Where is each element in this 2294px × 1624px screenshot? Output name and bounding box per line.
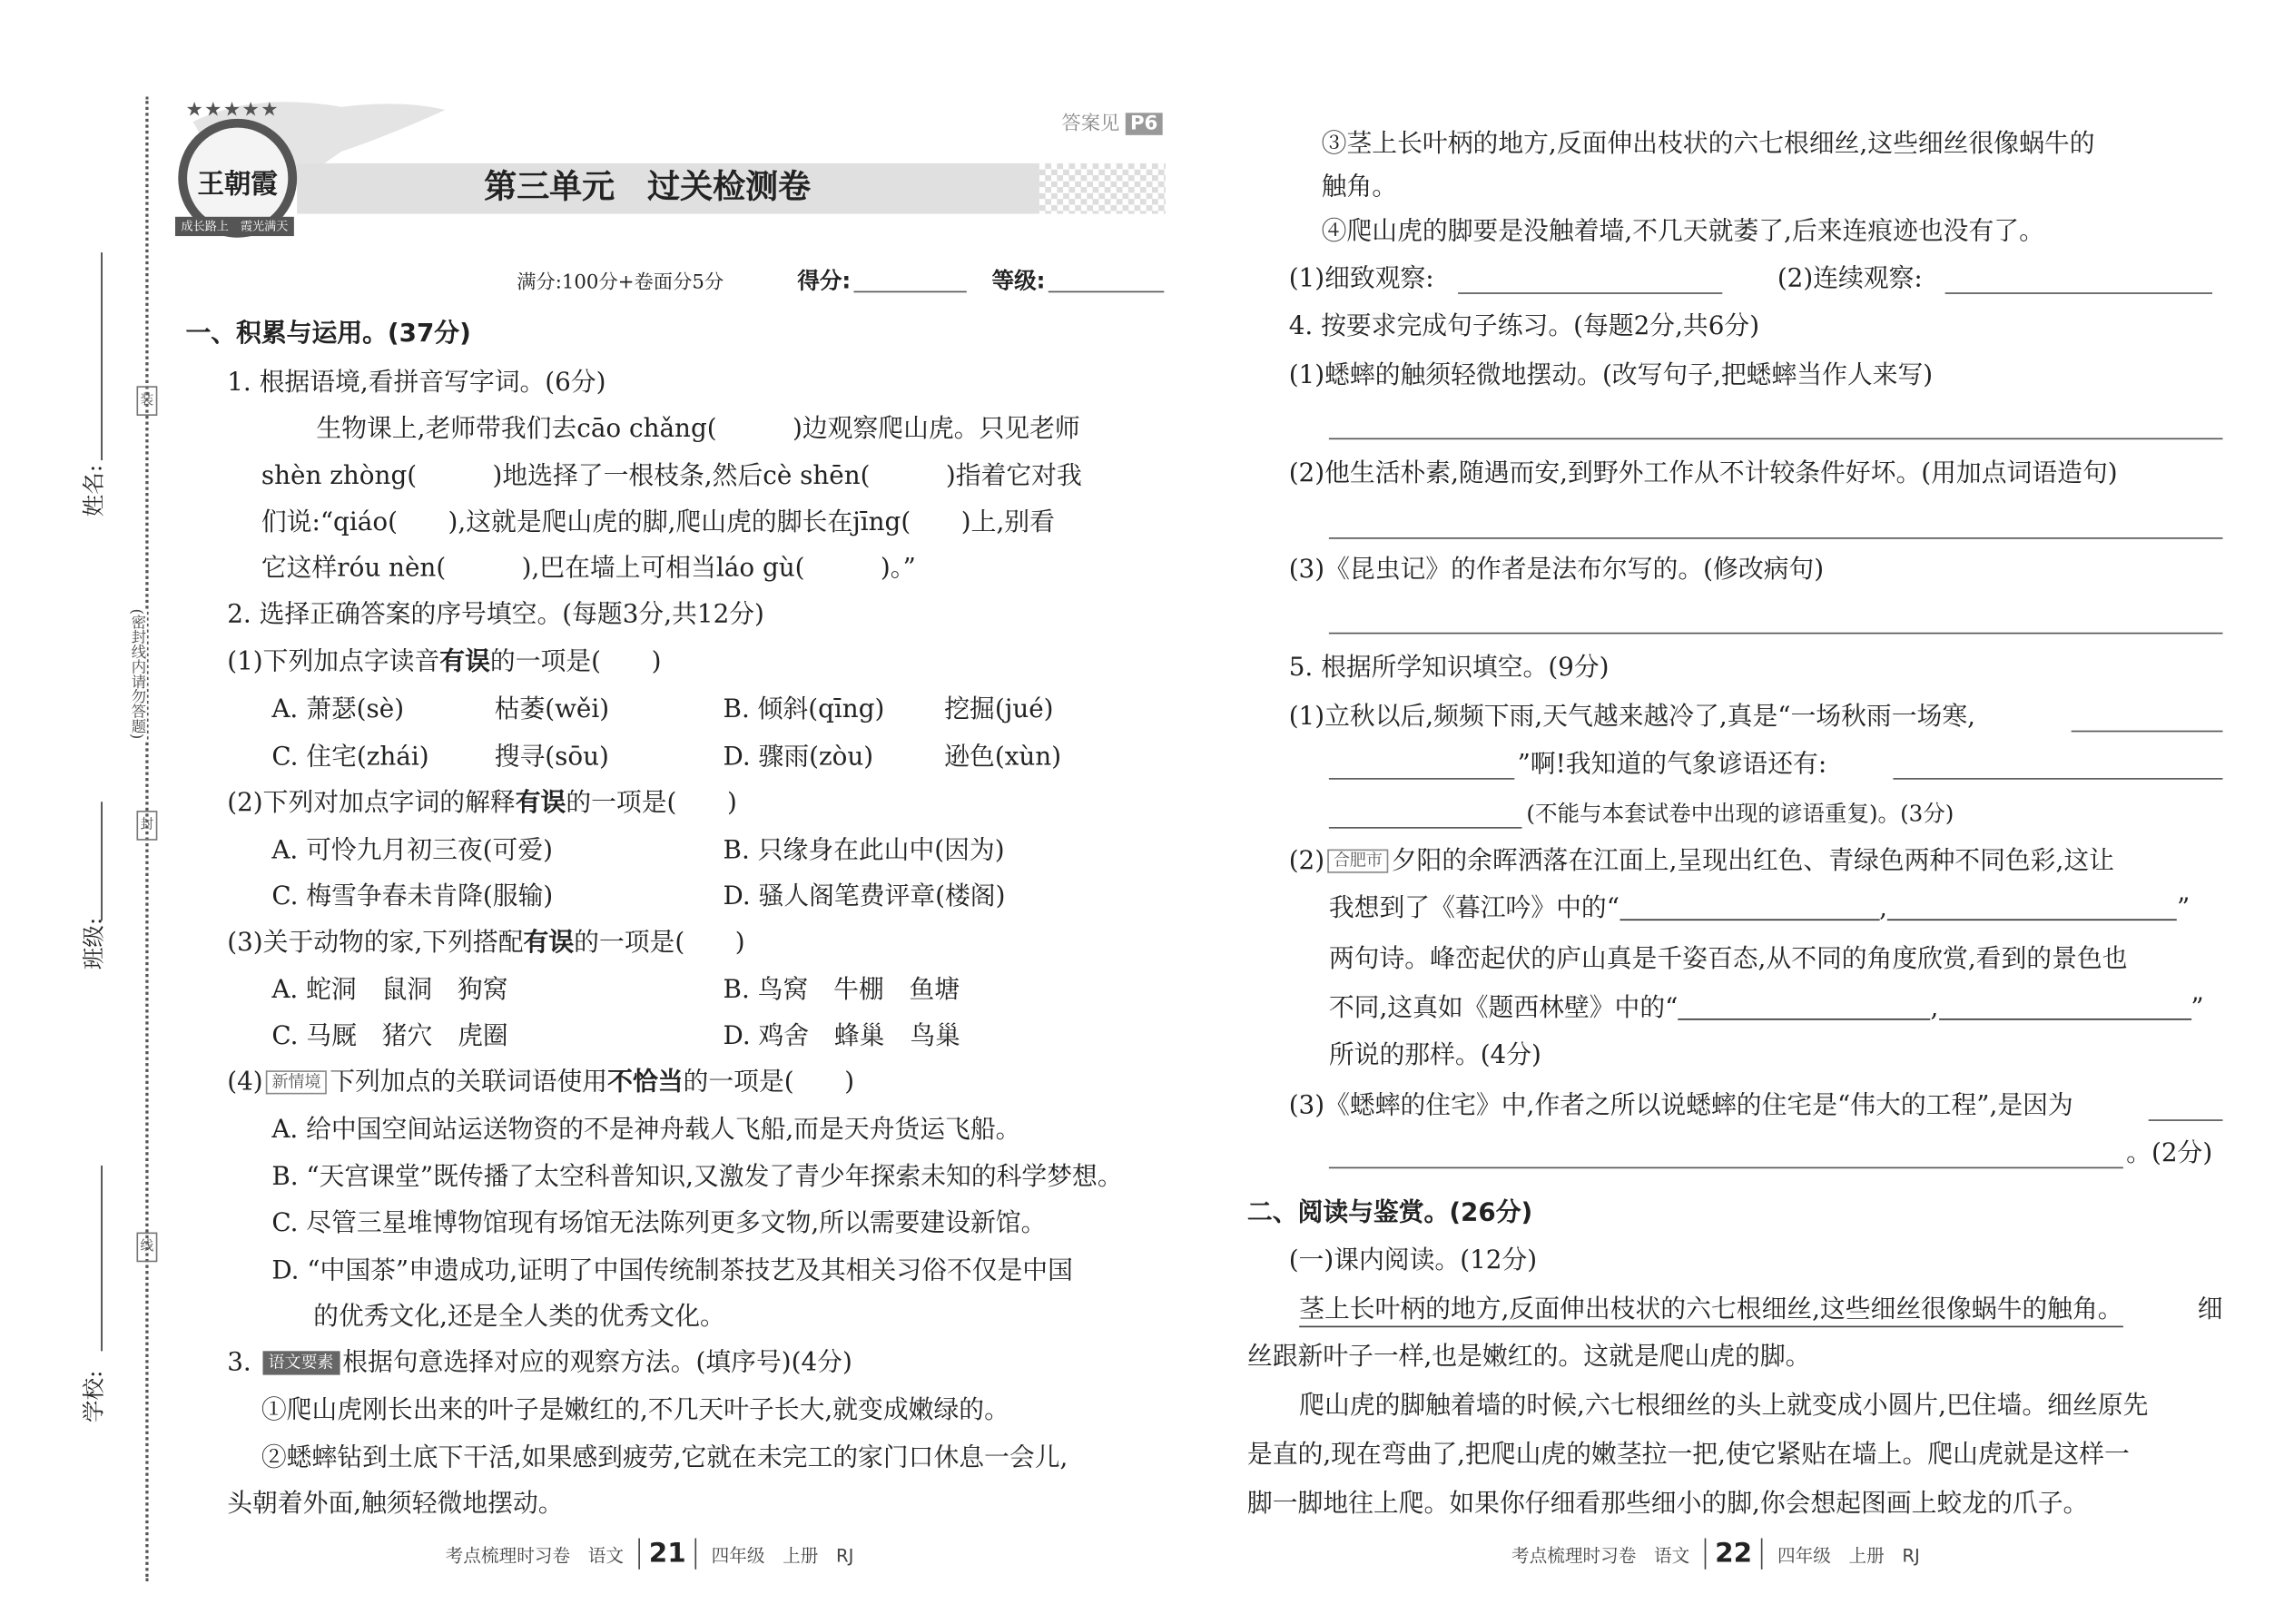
q2-3-stem	[227, 927, 744, 960]
name-label: 姓名:	[80, 464, 107, 517]
score-label: 得分:	[797, 267, 852, 294]
full-score: 满分:100分+卷面分5分	[517, 271, 724, 294]
option: C. 住宅(zhái)	[271, 742, 429, 773]
stem-emphasis: 有误	[439, 647, 490, 677]
option: 搜寻(sōu)	[494, 742, 609, 773]
poem-field[interactable]	[1887, 892, 2177, 920]
q3-line: 头朝着外面,触须轻微地摆动。	[227, 1489, 564, 1520]
question-1: 1. 根据语境,看拼音写字词。(6分)	[227, 368, 606, 399]
option: A. 蛇洞 鼠洞 狗窝	[271, 975, 508, 1006]
passage-underlined-sentence: 茎上长叶柄的地方,反面伸出枝状的六七根细丝,这些细丝很像蜗牛的触角。	[1299, 1294, 2122, 1328]
option: A. 可怜九月初三夜(可爱)	[271, 835, 554, 866]
q2-1-stem	[227, 645, 661, 678]
stem-text: (4)	[227, 1067, 263, 1097]
option: B. 只缘身在此山中(因为)	[723, 835, 1005, 866]
question-4: 4. 按要求完成句子练习。(每题2分,共6分)	[1288, 311, 1760, 342]
q5-2-line: 所说的那样。(4分)	[1328, 1040, 1541, 1071]
q3-answer-2-label: (2)连续观察:	[1777, 264, 1923, 294]
option: 逊色(xùn)	[944, 742, 1062, 773]
checker-decoration	[1039, 163, 1166, 214]
q3-answer-1-label: (1)细致观察:	[1288, 264, 1434, 294]
stem-text: 不同,这真如《题西林壁》中的“	[1328, 993, 1679, 1023]
seal-mark-zhuang: 装	[136, 386, 157, 416]
q1-line: 它这样róu nèn( ),巴在墙上可相当láo gù( )。”	[261, 554, 916, 584]
option: D. 鸡舍 蜂巢 鸟巢	[723, 1021, 960, 1052]
q3-line: ①爬山虎刚长出来的叶子是嫩红的,不几天叶子长大,就变成嫩绿的。	[261, 1395, 1009, 1426]
q3-answer-1-field[interactable]	[1458, 292, 1722, 294]
passage-line: 丝跟新叶子一样,也是嫩红的。这就是爬山虎的脚。	[1246, 1342, 1811, 1373]
q4-1-answer-field[interactable]	[1329, 438, 2223, 440]
stem-text: 的一项是( )	[489, 647, 662, 677]
option: B. 倾斜(qīng)	[723, 694, 885, 725]
poem-field[interactable]	[1620, 892, 1879, 920]
footer-grade: 四年级 上册 RJ	[711, 1545, 854, 1567]
question-2: 2. 选择正确答案的序号填空。(每题3分,共12分)	[227, 599, 764, 630]
passage-line: 细	[2197, 1294, 2223, 1324]
stem-text: (2)	[1288, 846, 1325, 877]
q3-text: 根据句意选择对应的观察方法。(填序号)(4分)	[342, 1348, 852, 1378]
comma: ,	[1930, 993, 1939, 1023]
q5-3-field[interactable]	[1329, 1167, 2123, 1169]
option: B. “天宫课堂”既传播了太空科普知识,又激发了青少年探索未知的科学梦想。	[271, 1162, 1123, 1193]
stem-text: 的一项是( )	[566, 788, 737, 819]
poem-field[interactable]	[1938, 992, 2191, 1020]
option: D. “中国茶”申遗成功,证明了中国传统制茶技艺及其相关习俗不仅是中国	[271, 1255, 1073, 1286]
subsection-1-heading: (一)课内阅读。(12分)	[1288, 1245, 1538, 1275]
answer-reference	[1061, 107, 1162, 135]
new-context-tag: 新情境	[266, 1070, 327, 1094]
stem-text: 我想到了《暮江吟》中的“	[1328, 893, 1620, 924]
school-field-line[interactable]	[101, 1166, 103, 1351]
language-element-tag: 语文要素	[262, 1351, 340, 1374]
q4-2: (2)他生活朴素,随遇而安,到野外工作从不计较条件好坏。(用加点词语造句)	[1288, 458, 2118, 489]
stem-text: (2)下列对加点字词的解释	[227, 788, 516, 819]
answer-page-badge: P6	[1126, 113, 1162, 135]
page-footer-left	[446, 1538, 854, 1569]
q5-1-line: (不能与本套试卷中出现的谚语重复)。(3分)	[1526, 800, 1954, 828]
passage-line: 是直的,现在弯曲了,把爬山虎的嫩茎拉一把,使它紧贴在墙上。爬山虎就是这样一	[1246, 1440, 2130, 1471]
region-tag: 合肥市	[1327, 850, 1388, 873]
footer-book: 考点梳理时习卷 语文	[1511, 1545, 1690, 1567]
q2-4-stem	[227, 1066, 854, 1098]
option-continued: 的优秀文化,还是全人类的优秀文化。	[313, 1302, 725, 1333]
close-quote: ”	[2176, 893, 2191, 924]
q2-2-stem	[227, 787, 737, 820]
question-3	[227, 1346, 852, 1379]
q3-line: ③茎上长叶柄的地方,反面伸出枝状的六七根细丝,这些细丝很像蜗牛的	[1321, 129, 2095, 160]
brand-logo: 王朝霞	[178, 119, 297, 238]
seal-note: (密封线内请勿答题)	[124, 609, 147, 740]
comma: ,	[1879, 893, 1888, 924]
stem-emphasis: 不恰当	[607, 1067, 684, 1097]
stars-icon: ★★★★★	[185, 99, 280, 123]
q4-3-answer-field[interactable]	[1329, 633, 2223, 635]
q3-line: 触角。	[1321, 172, 1398, 202]
q3-answer-2-field[interactable]	[1945, 292, 2212, 294]
seal-mark-feng: 封	[136, 811, 157, 841]
q3-line: ④爬山虎的脚要是没触着墙,不几天就萎了,后来连痕迹也没有了。	[1321, 216, 2044, 247]
option: A. 萧瑟(sè)	[271, 694, 405, 725]
page-number: 21	[638, 1538, 696, 1569]
q5-1-line: (1)立秋以后,频频下雨,天气越来越冷了,真是“一场秋雨一场寒,	[1288, 702, 1975, 733]
q5-2-line: 两句诗。峰峦起伏的庐山真是千姿百态,从不同的角度欣赏,看到的景色也	[1328, 944, 2128, 974]
score-field[interactable]	[853, 291, 966, 293]
q3-number: 3.	[227, 1348, 251, 1378]
logo-ribbon-text: 成长路上 霞光满天	[175, 217, 294, 236]
option: C. 尽管三星堆博物馆现有场馆无法陈列更多文物,所以需要建设新馆。	[271, 1208, 1047, 1239]
q4-2-answer-field[interactable]	[1329, 537, 2223, 539]
stem-text: 夕阳的余晖洒落在江面上,呈现出红色、青绿色两种不同色彩,这让	[1391, 846, 2114, 877]
q5-1-proverb-field[interactable]	[1329, 827, 1522, 829]
q5-2-line	[1329, 892, 2190, 925]
footer-book: 考点梳理时习卷 语文	[445, 1545, 624, 1567]
q5-3-line: (3)《蟋蟀的住宅》中,作者之所以说蟋蟀的住宅是“伟大的工程”,是因为	[1288, 1091, 2073, 1121]
q1-line: 们说:“qiáo( ),这就是爬山虎的脚,爬山虎的脚长在jīng( )上,别看	[261, 507, 1055, 538]
poem-field[interactable]	[1678, 992, 1930, 1020]
q3-line: ②蟋蟀钻到土底下干活,如果感到疲劳,它就在未完工的家门口休息一会儿,	[261, 1442, 1068, 1473]
q5-1-field[interactable]	[1329, 778, 1514, 780]
stem-text: 的一项是( )	[574, 928, 745, 958]
option: C. 马厩 猪穴 虎圈	[271, 1021, 508, 1052]
stem-text: (1)下列加点字读音	[227, 647, 440, 677]
passage-line: 脚一脚地往上爬。如果你仔细看那些细小的脚,你会想起图画上蛟龙的爪子。	[1246, 1489, 2089, 1520]
stem-emphasis: 有误	[515, 788, 566, 819]
class-label: 班级:	[80, 917, 107, 970]
page-number: 22	[1705, 1538, 1763, 1569]
q1-line: shèn zhòng( )地选择了一根枝条,然后cè shēn( )指着它对我	[261, 461, 1082, 492]
q4-3: (3)《昆虫记》的作者是法布尔写的。(修改病句)	[1288, 555, 1825, 586]
name-field-line[interactable]	[101, 252, 103, 460]
footer-grade: 四年级 上册 RJ	[1777, 1545, 1920, 1567]
q5-3-field[interactable]	[2149, 1119, 2223, 1121]
option: D. 骚人阁笔费评章(楼阁)	[723, 881, 1006, 912]
school-label: 学校:	[80, 1370, 107, 1422]
page-title: 第三单元 过关检测卷	[484, 169, 812, 207]
stem-text: 的一项是( )	[683, 1067, 855, 1097]
option: 挖掘(jué)	[944, 694, 1054, 725]
q5-3-line: 。(2分)	[2126, 1138, 2213, 1169]
answer-ref-label: 答案见	[1061, 113, 1120, 135]
class-field-line[interactable]	[101, 802, 103, 920]
stem-text: 下列加点的关联词语使用	[330, 1067, 608, 1097]
option: A. 给中国空间站运送物资的不是神舟载人飞船,而是天舟货运飞船。	[271, 1115, 1021, 1146]
grade-label: 等级:	[991, 267, 1046, 294]
q5-2-line	[1289, 845, 2114, 878]
page-footer-right	[1511, 1538, 1920, 1569]
stem-text: (3)关于动物的家,下列搭配	[227, 928, 524, 958]
passage-line: 爬山虎的脚触着墙的时候,六七根细丝的头上就变成小圆片,巴住墙。细丝原先	[1299, 1391, 2149, 1422]
section-2-heading: 二、阅读与鉴赏。(26分)	[1246, 1197, 1533, 1228]
q5-1-line: ”啊!我知道的气象谚语还有:	[1517, 749, 1827, 780]
q5-1-field[interactable]	[2072, 731, 2223, 733]
seal-mark-xian: 线	[136, 1233, 157, 1263]
question-5: 5. 根据所学知识填空。(9分)	[1288, 653, 1610, 684]
option: 枯萎(wěi)	[494, 694, 610, 725]
section-1-heading: 一、积累与运用。(37分)	[185, 319, 471, 349]
close-quote: ”	[2191, 993, 2204, 1023]
grade-field[interactable]	[1049, 291, 1165, 293]
stem-emphasis: 有误	[523, 928, 575, 958]
q4-1: (1)蟋蟀的触须轻微地摆动。(改写句子,把蟋蟀当作人来写)	[1288, 360, 1934, 391]
option: D. 骤雨(zòu)	[723, 742, 874, 773]
option: C. 梅雪争春未肯降(服输)	[271, 881, 554, 912]
q5-1-proverb-field[interactable]	[1893, 778, 2222, 780]
q5-2-line	[1329, 992, 2204, 1025]
q1-line: 生物课上,老师带我们去cāo chǎng( )边观察爬山虎。只见老师	[316, 414, 1080, 445]
option: B. 鸟窝 牛棚 鱼塘	[723, 975, 960, 1006]
